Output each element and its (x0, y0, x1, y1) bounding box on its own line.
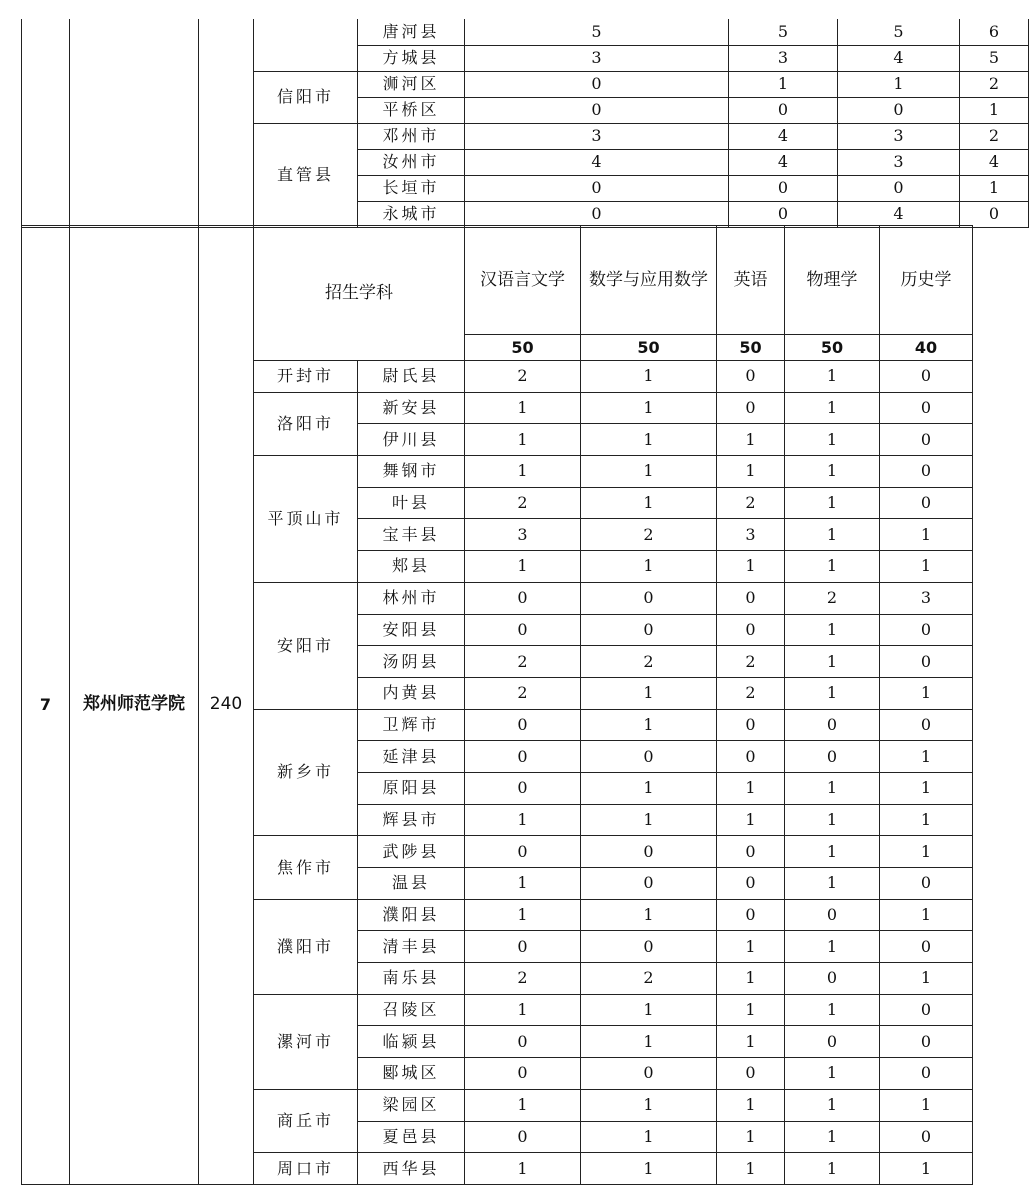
value-cell: 1 (785, 456, 880, 488)
value-cell: 1 (785, 772, 880, 804)
blank-cell (22, 19, 70, 227)
value-cell: 1 (465, 1153, 581, 1185)
value-cell: 1 (785, 487, 880, 519)
county-cell: 原阳县 (358, 772, 465, 804)
county-cell: 汝州市 (358, 149, 465, 175)
value-cell: 1 (880, 963, 973, 995)
county-cell: 浉河区 (358, 71, 465, 97)
county-cell: 邓州市 (358, 123, 465, 149)
value-cell: 1 (785, 1153, 880, 1185)
subject-name: 数学与应用数学 (581, 226, 717, 335)
value-cell: 0 (581, 1058, 717, 1090)
city-cell: 漯河市 (254, 994, 358, 1089)
value-cell: 1 (785, 994, 880, 1026)
school-index: 7 (22, 226, 70, 1185)
value-cell: 1 (717, 1153, 785, 1185)
value-cell: 2 (465, 487, 581, 519)
county-cell: 夏邑县 (358, 1121, 465, 1153)
value-cell: 1 (581, 677, 717, 709)
value-cell: 4 (465, 149, 729, 175)
value-cell: 1 (465, 551, 581, 583)
county-cell: 辉县市 (358, 804, 465, 836)
value-cell: 0 (465, 709, 581, 741)
county-cell: 延津县 (358, 741, 465, 773)
value-cell: 1 (785, 424, 880, 456)
value-cell: 3 (465, 519, 581, 551)
value-cell: 2 (960, 123, 1029, 149)
value-cell: 0 (785, 1026, 880, 1058)
county-cell: 南乐县 (358, 963, 465, 995)
value-cell: 1 (717, 994, 785, 1026)
value-cell: 1 (717, 772, 785, 804)
value-cell: 1 (581, 392, 717, 424)
county-cell: 梁园区 (358, 1089, 465, 1121)
county-cell: 郏县 (358, 551, 465, 583)
value-cell: 4 (838, 45, 960, 71)
value-cell: 0 (465, 582, 581, 614)
value-cell: 3 (838, 123, 960, 149)
value-cell: 0 (581, 741, 717, 773)
value-cell: 3 (880, 582, 973, 614)
county-cell: 永城市 (358, 201, 465, 227)
value-cell: 2 (717, 646, 785, 678)
value-cell: 1 (465, 456, 581, 488)
blank-cell (199, 19, 254, 227)
city-cell: 信阳市 (254, 71, 358, 123)
value-cell: 1 (880, 1153, 973, 1185)
value-cell: 1 (717, 1089, 785, 1121)
value-cell: 1 (581, 1089, 717, 1121)
value-cell: 1 (880, 1089, 973, 1121)
value-cell: 0 (960, 201, 1029, 227)
value-cell: 1 (785, 931, 880, 963)
value-cell: 1 (880, 804, 973, 836)
table-row (22, 19, 1029, 45)
city-cell: 直管县 (254, 123, 358, 227)
value-cell: 1 (785, 519, 880, 551)
continuation-table (21, 19, 1029, 228)
city-cell: 濮阳市 (254, 899, 358, 994)
subject-quota: 40 (880, 335, 973, 361)
value-cell: 2 (581, 646, 717, 678)
value-cell: 0 (880, 931, 973, 963)
value-cell: 0 (838, 97, 960, 123)
city-cell: 洛阳市 (254, 392, 358, 455)
value-cell: 3 (838, 149, 960, 175)
county-cell: 安阳县 (358, 614, 465, 646)
value-cell: 0 (581, 582, 717, 614)
value-cell: 1 (785, 1089, 880, 1121)
value-cell: 1 (581, 361, 717, 393)
school-name: 郑州师范学院 (70, 226, 199, 1185)
value-cell: 1 (717, 1026, 785, 1058)
value-cell: 0 (465, 1121, 581, 1153)
value-cell: 1 (717, 551, 785, 583)
value-cell: 0 (717, 614, 785, 646)
value-cell: 2 (785, 582, 880, 614)
subject-header-row (22, 226, 973, 335)
county-cell: 平桥区 (358, 97, 465, 123)
value-cell: 4 (729, 123, 838, 149)
subject-name: 汉语言文学 (465, 226, 581, 335)
value-cell: 1 (581, 804, 717, 836)
value-cell: 0 (465, 175, 729, 201)
value-cell: 1 (785, 1121, 880, 1153)
school-total: 240 (199, 226, 254, 1185)
value-cell: 0 (465, 201, 729, 227)
subject-name: 历史学 (880, 226, 973, 335)
value-cell: 0 (880, 424, 973, 456)
value-cell: 0 (729, 175, 838, 201)
value-cell: 1 (465, 392, 581, 424)
value-cell: 1 (581, 899, 717, 931)
value-cell: 0 (880, 392, 973, 424)
value-cell: 1 (880, 772, 973, 804)
value-cell: 0 (880, 646, 973, 678)
county-cell: 林州市 (358, 582, 465, 614)
county-cell: 卫辉市 (358, 709, 465, 741)
value-cell: 0 (785, 899, 880, 931)
county-cell: 长垣市 (358, 175, 465, 201)
value-cell: 0 (581, 614, 717, 646)
value-cell: 0 (880, 487, 973, 519)
value-cell: 1 (581, 424, 717, 456)
value-cell: 0 (717, 582, 785, 614)
value-cell: 1 (838, 71, 960, 97)
county-cell: 临颍县 (358, 1026, 465, 1058)
value-cell: 1 (785, 1058, 880, 1090)
value-cell: 0 (717, 709, 785, 741)
value-cell: 0 (838, 175, 960, 201)
value-cell: 0 (785, 709, 880, 741)
value-cell: 1 (785, 551, 880, 583)
value-cell: 0 (717, 392, 785, 424)
value-cell: 1 (581, 772, 717, 804)
value-cell: 1 (581, 1121, 717, 1153)
value-cell: 0 (717, 1058, 785, 1090)
value-cell: 0 (717, 836, 785, 868)
value-cell: 1 (880, 677, 973, 709)
value-cell: 3 (465, 123, 729, 149)
value-cell: 0 (581, 931, 717, 963)
subject-quota: 50 (785, 335, 880, 361)
value-cell: 0 (880, 868, 973, 900)
county-cell: 西华县 (358, 1153, 465, 1185)
value-cell: 4 (729, 149, 838, 175)
value-cell: 0 (717, 741, 785, 773)
value-cell: 1 (717, 456, 785, 488)
value-cell: 0 (465, 614, 581, 646)
value-cell: 1 (785, 614, 880, 646)
value-cell: 0 (880, 1121, 973, 1153)
value-cell: 1 (880, 836, 973, 868)
value-cell: 1 (785, 804, 880, 836)
value-cell: 2 (465, 677, 581, 709)
city-cell: 周口市 (254, 1153, 358, 1185)
value-cell: 2 (581, 963, 717, 995)
value-cell: 0 (465, 71, 729, 97)
value-cell: 1 (581, 487, 717, 519)
value-cell: 0 (729, 201, 838, 227)
value-cell: 5 (960, 45, 1029, 71)
value-cell: 0 (465, 741, 581, 773)
subject-quota: 50 (465, 335, 581, 361)
value-cell: 0 (880, 456, 973, 488)
value-cell: 1 (581, 994, 717, 1026)
value-cell: 1 (785, 392, 880, 424)
value-cell: 1 (729, 71, 838, 97)
value-cell: 5 (465, 19, 729, 45)
value-cell: 0 (717, 868, 785, 900)
value-cell: 0 (581, 836, 717, 868)
county-cell: 濮阳县 (358, 899, 465, 931)
county-cell: 方城县 (358, 45, 465, 71)
value-cell: 0 (729, 97, 838, 123)
county-cell: 唐河县 (358, 19, 465, 45)
county-cell: 温县 (358, 868, 465, 900)
value-cell: 1 (880, 551, 973, 583)
value-cell: 1 (717, 424, 785, 456)
value-cell: 1 (717, 804, 785, 836)
county-cell: 召陵区 (358, 994, 465, 1026)
county-cell: 舞钢市 (358, 456, 465, 488)
value-cell: 2 (465, 361, 581, 393)
city-cell: 平顶山市 (254, 456, 358, 583)
value-cell: 4 (838, 201, 960, 227)
county-cell: 武陟县 (358, 836, 465, 868)
value-cell: 1 (581, 1026, 717, 1058)
value-cell: 0 (880, 361, 973, 393)
value-cell: 1 (785, 646, 880, 678)
value-cell: 1 (960, 175, 1029, 201)
value-cell: 3 (717, 519, 785, 551)
subject-name: 英语 (717, 226, 785, 335)
county-cell: 清丰县 (358, 931, 465, 963)
value-cell: 1 (465, 868, 581, 900)
value-cell: 5 (838, 19, 960, 45)
value-cell: 0 (581, 868, 717, 900)
value-cell: 1 (465, 424, 581, 456)
value-cell: 1 (785, 361, 880, 393)
city-cell: 安阳市 (254, 582, 358, 709)
value-cell: 1 (880, 741, 973, 773)
value-cell: 4 (960, 149, 1029, 175)
value-cell: 2 (960, 71, 1029, 97)
subject-name: 物理学 (785, 226, 880, 335)
city-cell: 焦作市 (254, 836, 358, 899)
value-cell: 0 (465, 772, 581, 804)
value-cell: 0 (880, 1058, 973, 1090)
county-cell: 汤阴县 (358, 646, 465, 678)
county-cell: 宝丰县 (358, 519, 465, 551)
value-cell: 0 (880, 614, 973, 646)
blank-cell (254, 19, 358, 71)
subject-quota: 50 (717, 335, 785, 361)
county-cell: 郾城区 (358, 1058, 465, 1090)
city-cell: 新乡市 (254, 709, 358, 836)
value-cell: 1 (960, 97, 1029, 123)
value-cell: 0 (880, 709, 973, 741)
value-cell: 1 (785, 677, 880, 709)
value-cell: 2 (717, 677, 785, 709)
value-cell: 1 (465, 1089, 581, 1121)
value-cell: 2 (465, 646, 581, 678)
value-cell: 2 (465, 963, 581, 995)
value-cell: 1 (785, 836, 880, 868)
county-cell: 新安县 (358, 392, 465, 424)
value-cell: 0 (465, 931, 581, 963)
value-cell: 1 (581, 456, 717, 488)
value-cell: 1 (581, 709, 717, 741)
value-cell: 0 (717, 899, 785, 931)
value-cell: 0 (465, 836, 581, 868)
city-cell: 开封市 (254, 361, 358, 393)
county-cell: 尉氏县 (358, 361, 465, 393)
value-cell: 2 (717, 487, 785, 519)
value-cell: 0 (717, 361, 785, 393)
value-cell: 1 (465, 994, 581, 1026)
value-cell: 2 (581, 519, 717, 551)
subject-header: 招生学科 (254, 226, 465, 361)
value-cell: 1 (581, 1153, 717, 1185)
value-cell: 3 (465, 45, 729, 71)
value-cell: 1 (880, 519, 973, 551)
value-cell: 0 (880, 994, 973, 1026)
value-cell: 1 (581, 551, 717, 583)
value-cell: 1 (717, 963, 785, 995)
subject-quota: 50 (581, 335, 717, 361)
value-cell: 0 (465, 97, 729, 123)
value-cell: 0 (880, 1026, 973, 1058)
value-cell: 0 (785, 963, 880, 995)
value-cell: 0 (465, 1058, 581, 1090)
value-cell: 3 (729, 45, 838, 71)
value-cell: 1 (880, 899, 973, 931)
blank-cell (70, 19, 199, 227)
county-cell: 伊川县 (358, 424, 465, 456)
value-cell: 0 (785, 741, 880, 773)
value-cell: 1 (717, 931, 785, 963)
value-cell: 1 (785, 868, 880, 900)
county-cell: 叶县 (358, 487, 465, 519)
city-cell: 商丘市 (254, 1089, 358, 1152)
school-table (21, 225, 973, 1185)
value-cell: 1 (465, 899, 581, 931)
value-cell: 1 (717, 1121, 785, 1153)
value-cell: 0 (465, 1026, 581, 1058)
county-cell: 内黄县 (358, 677, 465, 709)
value-cell: 1 (465, 804, 581, 836)
value-cell: 6 (960, 19, 1029, 45)
value-cell: 5 (729, 19, 838, 45)
